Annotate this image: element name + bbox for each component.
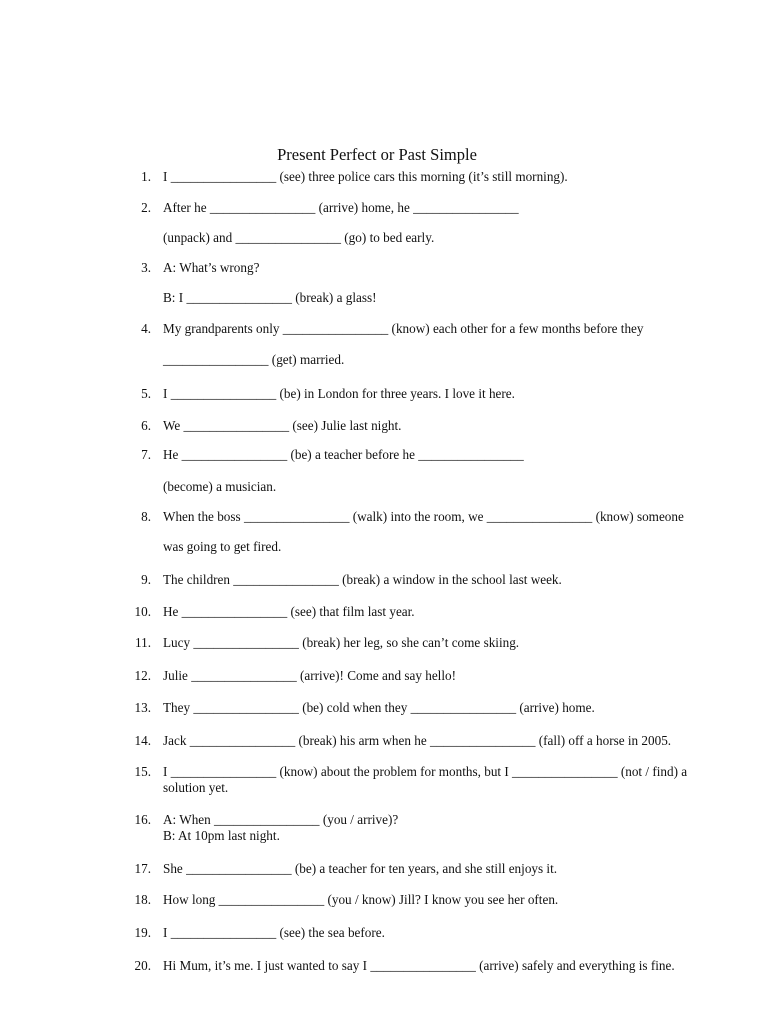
- exercise-number: 19.: [134, 925, 151, 940]
- exercise-number: 4.: [141, 321, 151, 336]
- exercise-item: [0, 571, 768, 589]
- exercise-number: 7.: [141, 447, 151, 462]
- exercise-text: A: What’s wrong?: [163, 260, 260, 275]
- exercise-text: We ________________ (see) Julie last night.: [163, 418, 402, 433]
- exercise-text: I ________________ (see) the sea before.: [163, 925, 385, 940]
- exercise-item: [0, 603, 768, 621]
- exercise-item-continuation: [0, 478, 768, 496]
- exercise-text: My grandparents only ________________ (know) each other for a few months before they: [163, 321, 644, 336]
- exercise-number: 18.: [134, 892, 151, 907]
- exercise-item: [0, 168, 768, 186]
- exercise-number: 2.: [141, 200, 151, 215]
- exercise-number: 6.: [141, 418, 151, 433]
- exercise-item: [0, 446, 768, 464]
- exercise-text: How long ________________ (you / know) Jill? I know you see her often.: [163, 892, 559, 907]
- exercise-item: [0, 667, 768, 685]
- exercise-number: 9.: [141, 572, 151, 587]
- exercise-number: 1.: [141, 169, 151, 184]
- exercise-text: B: I ________________ (break) a glass!: [163, 290, 377, 305]
- exercise-text: I ________________ (see) three police cars this morning (it’s still morning).: [163, 169, 568, 184]
- exercise-number: 16.: [134, 812, 151, 827]
- exercise-number: 3.: [141, 260, 151, 275]
- exercise-item: [0, 699, 768, 717]
- exercise-item: [0, 924, 768, 942]
- exercise-item: [0, 508, 768, 526]
- exercise-text: I ________________ (be) in London for three years. I love it here.: [163, 386, 515, 401]
- exercise-text: They ________________ (be) cold when they ________________ (arrive) home.: [163, 700, 595, 715]
- exercise-text: A: When ________________ (you / arrive)?: [163, 812, 399, 827]
- exercise-item-continuation: [0, 827, 768, 845]
- exercise-number: 17.: [134, 861, 151, 876]
- exercise-text: Jack ________________ (break) his arm when he ________________ (fall) off a horse in 2005.: [163, 733, 672, 748]
- exercise-text: was going to get fired.: [163, 539, 282, 554]
- exercise-item: [0, 860, 768, 878]
- exercise-item: [0, 259, 768, 277]
- exercise-number: 14.: [134, 733, 151, 748]
- exercise-text: (unpack) and ________________ (go) to bed early.: [163, 230, 435, 245]
- exercise-item: [0, 732, 768, 750]
- exercise-text: Lucy ________________ (break) her leg, so she can’t come skiing.: [163, 635, 520, 650]
- exercise-item: [0, 957, 768, 975]
- exercise-number: 10.: [134, 604, 151, 619]
- exercise-text: The children ________________ (break) a window in the school last week.: [163, 572, 562, 587]
- exercise-number: 20.: [134, 958, 151, 973]
- exercise-item: [0, 417, 768, 435]
- exercise-text: I ________________ (know) about the problem for months, but I ________________ (not / find) a: [163, 764, 688, 779]
- exercise-text: He ________________ (see) that film last year.: [163, 604, 415, 619]
- exercise-item-continuation: [0, 538, 768, 556]
- exercise-number: 11.: [135, 635, 151, 650]
- exercise-text: (become) a musician.: [163, 479, 277, 494]
- exercise-text: When the boss ________________ (walk) into the room, we ________________ (know) someone: [163, 509, 684, 524]
- exercise-item-continuation: [0, 229, 768, 247]
- exercise-text: ________________ (get) married.: [163, 352, 345, 367]
- exercise-number: 8.: [141, 509, 151, 524]
- exercise-number: 15.: [134, 764, 151, 779]
- exercise-number: 5.: [141, 386, 151, 401]
- exercise-text: Hi Mum, it’s me. I just wanted to say I ________________ (arrive) safely and everything is fine.: [163, 958, 675, 973]
- exercise-number: 13.: [134, 700, 151, 715]
- exercise-item: [0, 320, 768, 338]
- exercise-text: B: At 10pm last night.: [163, 828, 280, 843]
- exercise-text: solution yet.: [163, 780, 229, 795]
- exercise-item: [0, 891, 768, 909]
- exercise-text: She ________________ (be) a teacher for ten years, and she still enjoys it.: [163, 861, 558, 876]
- exercise-item-continuation: [0, 289, 768, 307]
- exercise-text: Julie ________________ (arrive)! Come and say hello!: [163, 668, 456, 683]
- exercise-item-continuation: [0, 351, 768, 369]
- exercise-text: After he ________________ (arrive) home, he ________________: [163, 200, 519, 215]
- exercise-item-continuation: [0, 779, 768, 797]
- exercise-item: [0, 385, 768, 403]
- exercise-item: [0, 634, 768, 652]
- exercise-number: 12.: [134, 668, 151, 683]
- worksheet-title: Present Perfect or Past Simple: [277, 145, 477, 164]
- exercise-text: He ________________ (be) a teacher before he ________________: [163, 447, 524, 462]
- exercise-item: [0, 199, 768, 217]
